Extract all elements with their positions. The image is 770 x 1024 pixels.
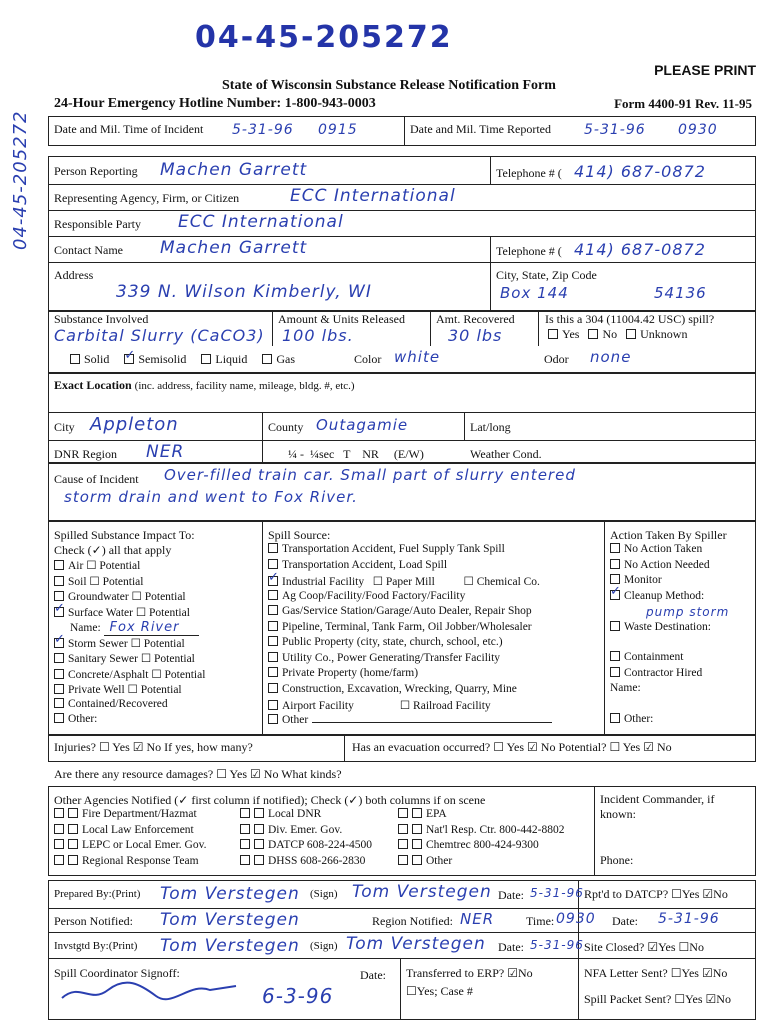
contact-name[interactable]: Machen Garrett <box>160 238 308 258</box>
agencies-col-1 <box>54 808 206 870</box>
agency-nrc[interactable]: Nat'l Resp. Ctr. 800-442-8802 <box>398 824 564 840</box>
case-number: 04-45-205272 <box>195 20 453 55</box>
agencies-col-2 <box>240 808 372 870</box>
contact-label: Contact Name <box>54 243 123 257</box>
liquid-checkbox[interactable] <box>201 354 211 364</box>
reported-date[interactable]: 5-31-96 <box>584 122 646 138</box>
action-monitor[interactable]: Monitor <box>610 574 752 590</box>
impact-other[interactable]: Other: <box>54 713 205 729</box>
datcp-question: Rpt'd to DATCP? ☐Yes ☑No <box>584 887 728 901</box>
source-pipeline[interactable]: Pipeline, Terminal, Tank Farm, Oil Jobber/Wholesaler <box>268 621 552 637</box>
substance[interactable]: Carbital Slurry (CaCO3) <box>54 326 265 345</box>
source-other[interactable]: Other <box>268 714 552 730</box>
investigated-date-label: Date: <box>498 940 524 954</box>
representing-label: Representing Agency, Firm, or Citizen <box>54 191 240 205</box>
impact-title: Spilled Substance Impact To: <box>54 528 195 542</box>
action-no-action[interactable]: No Action Taken <box>610 543 752 559</box>
action-column <box>610 528 752 728</box>
investigated-sign-label: (Sign) <box>310 940 338 952</box>
please-print: PLEASE PRINT <box>654 62 756 78</box>
city-state[interactable]: Box 144 <box>500 284 569 302</box>
incident-commander-label: Incident Commander, if known: <box>600 792 715 821</box>
cause-line-1[interactable]: Over-filled train car. Small part of slurry entered <box>164 466 576 484</box>
action-no-needed[interactable]: No Action Needed <box>610 559 752 575</box>
amount-released[interactable]: 100 lbs. <box>282 326 354 345</box>
spill304-options: Yes No Unknown <box>548 327 687 342</box>
cause-line-2[interactable]: storm drain and went to Fox River. <box>64 488 358 506</box>
contact-telephone-label: Telephone # ( <box>496 244 562 258</box>
prepared-date[interactable]: 5-31-96 <box>530 886 584 900</box>
impact-name: Name: Fox River <box>54 620 205 636</box>
agencies-col-3 <box>398 808 564 870</box>
zip[interactable]: 54136 <box>654 284 707 302</box>
action-waste[interactable]: Waste Destination: <box>610 621 752 637</box>
coordinator-signature-mark[interactable] <box>60 980 240 1012</box>
incident-date-label: Date and Mil. Time of Incident <box>54 122 204 136</box>
notified-date-label: Date: <box>612 914 638 928</box>
impact-storm-sewer[interactable]: ✓Storm Sewer ☐ Potential <box>54 636 205 652</box>
contact-telephone[interactable]: 414) 687-0872 <box>574 240 706 259</box>
coordinator-date[interactable]: 6-3-96 <box>262 984 334 1008</box>
solid-checkbox[interactable] <box>70 354 80 364</box>
nfa-question: NFA Letter Sent? ☐Yes ☑No <box>584 966 728 980</box>
person-reporting-label: Person Reporting <box>54 164 138 178</box>
source-load-spill[interactable]: Transportation Accident, Load Spill <box>268 559 552 575</box>
impact-column <box>54 528 205 729</box>
impact-contained[interactable]: Contained/Recovered <box>54 698 205 714</box>
address[interactable]: 339 N. Wilson Kimberly, WI <box>116 282 372 302</box>
form-number: Form 4400-91 Rev. 11-95 <box>614 96 752 111</box>
county[interactable]: Outagamie <box>316 416 409 434</box>
prepared-by-label: Prepared By:(Print) <box>54 888 141 900</box>
action-name: Name: <box>610 682 641 694</box>
spill304-yes-checkbox[interactable] <box>548 329 558 339</box>
location-city[interactable]: Appleton <box>90 414 179 435</box>
address-label: Address <box>54 268 94 282</box>
action-contractor[interactable]: Contractor Hired <box>610 667 752 683</box>
impact-subtitle: Check (✓) all that apply <box>54 543 172 557</box>
amount-label: Amount & Units Released <box>278 312 405 326</box>
region-notified-label: Region Notified: <box>372 914 453 928</box>
reported-time[interactable]: 0930 <box>678 122 718 138</box>
prepared-signature[interactable]: Tom Verstegen <box>352 882 492 902</box>
impact-private-well[interactable]: Private Well ☐ Potential <box>54 682 205 698</box>
spill304-label: Is this a 304 (11004.42 USC) spill? <box>545 312 715 326</box>
resource-damage-question: Are there any resource damages? ☐ Yes ☑ No What kinds? <box>54 767 342 781</box>
side-case-number: 04-45-205272 <box>10 110 31 250</box>
source-public-property[interactable]: Public Property (city, state, church, school, etc.) <box>268 636 552 652</box>
agencies-title: Other Agencies Notified (✓ first column if notified); Check (✓) both columns if on scene <box>54 793 486 807</box>
investigated-signature[interactable]: Tom Verstegen <box>346 934 486 954</box>
site-closed-question: Site Closed? ☑Yes ☐No <box>584 940 704 954</box>
odor-value[interactable]: none <box>590 348 632 366</box>
time-notified[interactable]: 0930 <box>556 911 596 927</box>
incident-time[interactable]: 0915 <box>318 122 358 138</box>
source-industrial[interactable]: ✓Industrial Facility ☐ Paper Mill ☐ Chemical Co. <box>268 574 552 590</box>
cause-label: Cause of Incident <box>54 472 139 486</box>
representing[interactable]: ECC International <box>290 186 456 206</box>
agency-law[interactable]: Local Law Enforcement <box>54 824 206 840</box>
color-label: Color <box>354 352 382 366</box>
state-options: Solid ✓ Semisolid Liquid Gas <box>70 352 295 367</box>
coordinator-signature <box>60 980 240 1006</box>
amount-recovered[interactable]: 30 lbs <box>448 326 503 345</box>
impact-air[interactable]: Air ☐ Potential <box>54 558 205 574</box>
dnr-region-label: DNR Region <box>54 447 117 461</box>
person-notified[interactable]: Tom Verstegen <box>160 910 300 930</box>
city-state-zip-label: City, State, Zip Code <box>496 268 597 282</box>
source-ag-coop[interactable]: Ag Coop/Facility/Food Factory/Facility <box>268 590 552 606</box>
erp-case: ☐Yes; Case # <box>406 984 473 998</box>
person-notified-label: Person Notified: <box>54 914 133 928</box>
impact-concrete[interactable]: Concrete/Asphalt ☐ Potential <box>54 667 205 683</box>
water-body-name[interactable]: Fox River <box>104 620 200 636</box>
latlong-label: Lat/long <box>470 420 511 434</box>
source-utility[interactable]: Utility Co., Power Generating/Transfer Facility <box>268 652 552 668</box>
agency-lepc[interactable]: LEPC or Local Emer. Gov. <box>54 839 206 855</box>
commander-phone-label: Phone: <box>600 853 634 867</box>
agency-dhss[interactable]: DHSS 608-266-2830 <box>240 855 372 871</box>
quarter-section: ¼ - ¼sec T NR (E/W) <box>288 447 424 461</box>
exact-location-label: Exact Location (inc. address, facility name, mileage, bldg. #, etc.) <box>54 378 355 392</box>
source-private-property[interactable]: Private Property (home/farm) <box>268 667 552 683</box>
telephone[interactable]: 414) 687-0872 <box>574 162 706 181</box>
dnr-region[interactable]: NER <box>146 442 185 462</box>
action-title: Action Taken By Spiller <box>610 528 727 542</box>
action-cleanup[interactable]: ✓Cleanup Method: <box>610 590 752 606</box>
reported-date-label: Date and Mil. Time Reported <box>410 122 551 136</box>
impact-groundwater[interactable]: Groundwater ☐ Potential <box>54 589 205 605</box>
action-other[interactable]: Other: <box>610 713 752 729</box>
agency-rrt[interactable]: Regional Response Team <box>54 855 206 871</box>
agency-other[interactable]: Other <box>398 855 564 871</box>
prepared-date-label: Date: <box>498 888 524 902</box>
recovered-label: Amt. Recovered <box>436 312 515 326</box>
spill304-unknown-checkbox[interactable] <box>626 329 636 339</box>
agency-div-emer[interactable]: Div. Emer. Gov. <box>240 824 372 840</box>
source-construction[interactable]: Construction, Excavation, Wrecking, Quarry, Mine <box>268 683 552 699</box>
coordinator-signoff-label: Spill Coordinator Signoff: <box>54 966 180 980</box>
region-notified[interactable]: NER <box>460 910 495 928</box>
telephone-label: Telephone # ( <box>496 166 562 180</box>
investigated-date[interactable]: 5-31-96 <box>530 938 584 952</box>
cleanup-method[interactable]: pump storm <box>646 605 730 619</box>
source-title: Spill Source: <box>268 528 331 542</box>
action-containment[interactable]: Containment <box>610 651 752 667</box>
packet-question: Spill Packet Sent? ☐Yes ☑No <box>584 992 731 1006</box>
responsible-party[interactable]: ECC International <box>178 212 344 232</box>
impact-sanitary-sewer[interactable]: Sanitary Sewer ☐ Potential <box>54 651 205 667</box>
agency-epa[interactable]: EPA <box>398 808 564 824</box>
source-fuel-spill[interactable]: Transportation Accident, Fuel Supply Tank Spill <box>268 543 552 559</box>
notified-date[interactable]: 5-31-96 <box>658 911 720 927</box>
investigated-by-label: Invstgtd By:(Print) <box>54 940 138 952</box>
gas-checkbox[interactable] <box>262 354 272 364</box>
spill304-no-checkbox[interactable] <box>588 329 598 339</box>
hotline: 24-Hour Emergency Hotline Number: 1-800-943-0003 <box>54 96 376 111</box>
agency-datcp[interactable]: DATCP 608-224-4500 <box>240 839 372 855</box>
prepared-by[interactable]: Tom Verstegen <box>160 884 300 904</box>
odor-label: Odor <box>544 352 569 366</box>
responsible-label: Responsible Party <box>54 217 141 231</box>
evacuation-question: Has an evacuation occurred? ☐ Yes ☑ No Potential? ☐ Yes ☑ No <box>352 740 672 754</box>
agency-local-dnr[interactable]: Local DNR <box>240 808 372 824</box>
impact-surface-water[interactable]: ✓Surface Water ☐ Potential <box>54 605 205 621</box>
prepared-sign-label: (Sign) <box>310 888 338 900</box>
city-label: City <box>54 420 75 434</box>
incident-date[interactable]: 5-31-96 <box>232 122 294 138</box>
form-title: State of Wisconsin Substance Release Notification Form <box>222 78 556 93</box>
substance-label: Substance Involved <box>54 312 149 326</box>
source-airport[interactable]: Airport Facility ☐ Railroad Facility <box>268 698 552 714</box>
source-column <box>268 528 552 729</box>
county-label: County <box>268 420 304 434</box>
investigated-by[interactable]: Tom Verstegen <box>160 936 300 956</box>
color-value[interactable]: white <box>394 348 441 366</box>
agency-fire[interactable]: Fire Department/Hazmat <box>54 808 206 824</box>
semisolid-checkbox[interactable] <box>124 354 134 364</box>
impact-soil[interactable]: Soil ☐ Potential <box>54 574 205 590</box>
coordinator-date-label: Date: <box>360 968 386 982</box>
source-gas-station[interactable]: Gas/Service Station/Garage/Auto Dealer, Repair Shop <box>268 605 552 621</box>
injuries-question: Injuries? ☐ Yes ☑ No If yes, how many? <box>54 740 253 754</box>
agency-chemtrec[interactable]: Chemtrec 800-424-9300 <box>398 839 564 855</box>
person-reporting[interactable]: Machen Garrett <box>160 160 308 180</box>
erp-question: Transferred to ERP? ☑No <box>406 966 533 980</box>
time-notified-label: Time: <box>526 914 555 928</box>
weather-label: Weather Cond. <box>470 447 542 461</box>
